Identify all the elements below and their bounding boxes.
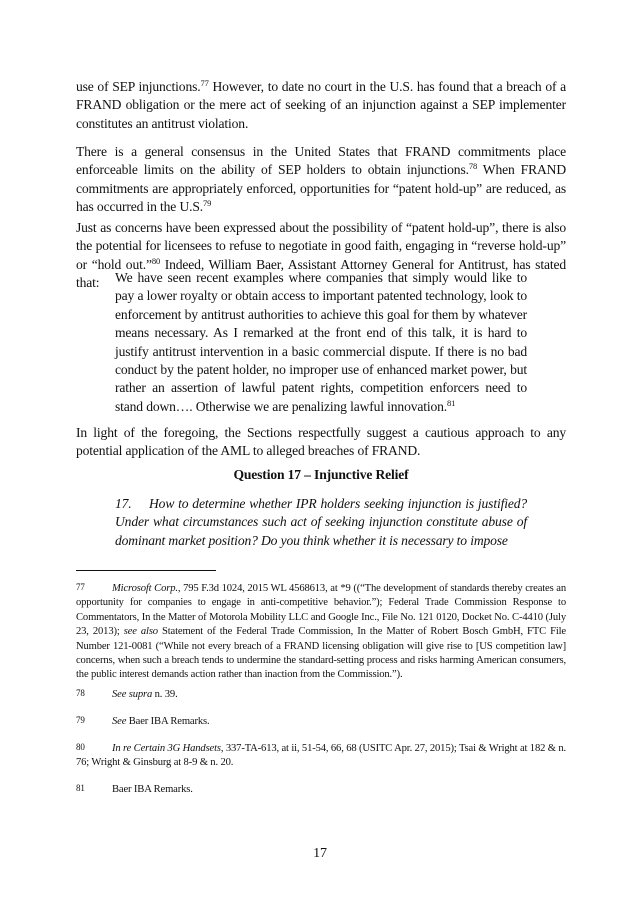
- footnote-ref-78[interactable]: 78: [468, 161, 478, 172]
- footnote-text: Baer IBA Remarks.: [126, 716, 210, 727]
- footnote-text: n. 39.: [152, 689, 178, 700]
- block-quote: [115, 269, 527, 416]
- footnote-ref-79[interactable]: 79: [203, 198, 212, 209]
- question-17: [115, 495, 527, 550]
- paragraph-text: In light of the foregoing, the Sections respectfully suggest a cautious approach to any potential application of the AML to alleged breaches of FRAND.: [76, 425, 566, 459]
- footnote-ref-80[interactable]: 80: [151, 255, 161, 266]
- footnote-78: [76, 686, 566, 702]
- page-number: 17: [313, 846, 327, 861]
- footnote-number: 77: [76, 582, 85, 592]
- footnote-number: 80: [76, 742, 85, 752]
- footnote-text: Statement of the Federal Trade Commission, In the Matter of Robert Bosch GmbH, FTC File Number 121-0081 (“While not every breach of a FRAND licensing obligation will give rise to [US competition law] concerns, when such a breach tends to undermine the standard-setting process and risks harming American consumers, the public interest demands action rather than inaction from the Commission.”).: [76, 626, 566, 681]
- footnote-divider: [76, 570, 216, 571]
- footnote-80: [76, 740, 566, 771]
- question-text: How to determine whether IPR holders seeking injunction is justified? Under what circumstances such act of seeking injunction constitute abuse of dominant market position? Do you think whether it is necessary to impose: [115, 496, 527, 548]
- footnote-81: [76, 781, 566, 797]
- footnote-text: , 795 F.3d 1024, 2015 WL 4568613, at *9 ((“The development of standards thereby creates an opportunity for companies to engage in anti-competitive behavior.”); Federal Trade Commission Response to Commentators, In the Matter of Motorola Mobility LLC and Google Inc., File No. 121 0120, Docket No. C-4410 (July 23, 2013);: [76, 583, 566, 638]
- body-paragraph-2: [76, 143, 566, 217]
- case-name: Microsoft Corp.: [112, 583, 178, 594]
- section-heading: Question 17 – Injunctive Relief: [233, 467, 409, 482]
- paragraph-text: Just as concerns have been expressed about the possibility of “patent hold-up”, there is also the potential for licensees to refuse to negotiate in good faith, engaging in “reverse hold-up” or “hold out.”: [76, 220, 566, 272]
- footnote-number: 78: [76, 688, 85, 698]
- paragraph-text: There is a general consensus in the United States that FRAND commitments place enforceable limits on the ability of SEP holders to obtain injunctions.: [76, 144, 566, 178]
- footnote-text: Baer IBA Remarks.: [112, 784, 193, 795]
- signal-word: See: [112, 716, 127, 727]
- footnote-number: 79: [76, 715, 85, 725]
- paragraph-text: When FRAND commitments are appropriately enforced, opportunities for “patent hold-up” are reduced, as has occurred in the U.S.: [76, 162, 566, 215]
- footnote-77: [76, 580, 566, 683]
- paragraph-text: use of SEP injunctions.: [76, 79, 201, 94]
- body-paragraph-4: [76, 424, 566, 461]
- case-name: In re Certain 3G Handsets: [112, 743, 221, 754]
- question-number: 17.: [115, 496, 132, 511]
- footnote-number: 81: [76, 783, 85, 793]
- footnote-79: [76, 713, 566, 729]
- paragraph-text: However, to date no court in the U.S. has found that a breach of a FRAND obligation or the mere act of seeking of an injunction against a SEP implementer constitutes an antitrust violation.: [76, 79, 566, 131]
- signal-word: see also: [123, 626, 158, 638]
- footnote-ref-81[interactable]: 81: [447, 397, 456, 408]
- paragraph-text: Indeed, William Baer, Assistant Attorney General for Antitrust, has stated that:: [76, 256, 566, 291]
- footnote-ref-77[interactable]: 77: [200, 78, 209, 88]
- footnote-text: , 337-TA-613, at ii, 51-54, 66, 68 (USITC Apr. 27, 2015); Tsai & Wright at 182 & n. 76; Wright & Ginsburg at 8-9 & n. 20.: [76, 743, 566, 769]
- quote-text: We have seen recent examples where companies that simply would like to pay a lower royalty or obtain access to important patented technology, look to enforcement by antitrust authorities to achieve this goal for them by whatever means necessary. As I remarked at the front end of this talk, it is hard to justify antitrust intervention in a basic commercial dispute. If there is no bad conduct by the patent holder, no improper use of enhanced market power, but rather an assertion of lawful patent rights, competition enforcers need to stand down…. Otherwise we are penalizing lawful innovation.: [115, 270, 527, 414]
- body-paragraph-1: [76, 78, 566, 133]
- signal-word: See supra: [112, 689, 153, 700]
